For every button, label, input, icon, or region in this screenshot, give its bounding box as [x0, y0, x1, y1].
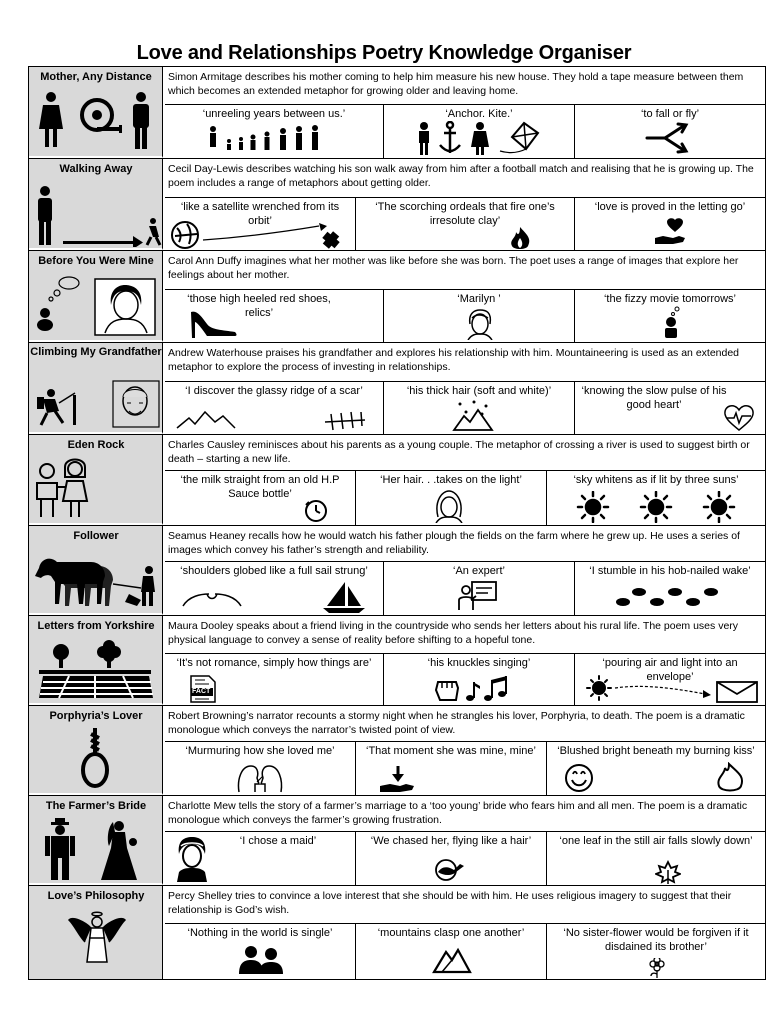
quote-text: ‘knowing the slow pulse of his good heart’ [581, 385, 727, 411]
poem-summary: Andrew Waterhouse praises his grandfather and explores his relationship with him. Mountaineering is used as an extended metaphor to explore the process of investing in relationships. [165, 343, 765, 382]
quote-text: ‘An expert’ [453, 565, 505, 577]
poem-summary: Robert Browning’s narrator recounts a stormy night when he strangles his lover, Porphyria, to death. The poem is a dramatic monologue which conveys the narrator’s twisted point of view. [165, 706, 765, 742]
quote-text: ‘the milk straight from an old H.P Sauce bottle’ [180, 474, 340, 500]
heartbeat-icon [723, 404, 755, 432]
poem-row-loves-philosophy [29, 886, 765, 979]
quote-text: ‘like a satellite wrenched from its orbit’ [180, 201, 340, 227]
poem-title: Walking Away [59, 163, 133, 175]
quote-text: ‘pouring air and light into an envelope’ [602, 657, 738, 683]
quote-cell [356, 832, 547, 885]
mother-son-tape-measure-icon [29, 89, 163, 154]
quote-text: ‘Blushed bright beneath my burning kiss’ [557, 745, 755, 757]
poem-title: Porphyria’s Lover [49, 710, 143, 722]
mountains-icon [432, 944, 472, 974]
fist-music-icon [434, 672, 514, 704]
footprints-icon [613, 584, 733, 610]
quote-text: ‘unreeling years between us.’ [202, 108, 346, 120]
quote-cell [384, 290, 575, 342]
poem-row-letters-from-yorkshire [29, 616, 765, 705]
ridge-scar-icon [175, 408, 375, 434]
quote-text: ‘I chose a maid’ [239, 835, 317, 847]
quote-cell [575, 290, 765, 342]
poem-title: Climbing My Grandfather [30, 346, 162, 358]
poem-row-porphyrias-lover [29, 706, 765, 795]
quote-cell [547, 471, 765, 525]
poem-summary: Carol Ann Duffy imagines what her mother was like before she was born. The poet uses a range of images that explore her feelings about her mother. [165, 251, 765, 290]
quote-text: ‘one leaf in the still air falls slowly down’ [559, 835, 753, 847]
hand-receive-icon [378, 764, 418, 794]
trees-field-icon [29, 638, 163, 701]
quote-text: ‘his knuckles singing’ [427, 657, 531, 669]
quote-cell [165, 290, 384, 342]
quote-text: ‘I discover the glassy ridge of a scar’ [185, 385, 363, 397]
whisper-icon [235, 760, 285, 794]
branching-arrow-icon [645, 121, 695, 155]
quote-cell [575, 382, 765, 434]
quote-cell [165, 924, 356, 979]
quote-text: ‘Murmuring how she loved me’ [185, 745, 335, 757]
page-title: Love and Relationships Poetry Knowledge Organiser [136, 42, 632, 64]
quote-text: ‘the fizzy movie tomorrows’ [603, 293, 737, 305]
quote-cell [165, 832, 356, 885]
quote-cell [384, 654, 575, 705]
quote-cell [384, 562, 575, 615]
father-son-walking-icon [29, 181, 163, 246]
angel-icon [29, 908, 163, 977]
quote-cell [575, 198, 765, 250]
quote-cell [165, 742, 356, 795]
quote-cell [165, 382, 384, 434]
teacher-board-icon [458, 578, 498, 612]
poem-summary: Maura Dooley speaks about a friend living in the countryside who sends her letters about his rural life. The poem uses very physical language to convey a sense of reality before shifting to a hopeful tone. [165, 616, 765, 654]
quote-cell [547, 924, 765, 979]
woman-face-icon [432, 489, 466, 523]
quote-text: ‘love is proved in the letting go’ [594, 201, 746, 213]
quote-text: ‘his thick hair (soft and white)’ [406, 385, 552, 397]
poem-row-the-farmers-bride [29, 796, 765, 885]
bottle-clock-icon [303, 499, 329, 523]
poem-summary: Seamus Heaney recalls how he would watch his father plough the fields on the farm where he grew up. He uses a series of images which convey his father’s strength and reliability. [165, 526, 765, 562]
fire-icon [506, 226, 534, 250]
maid-icon [175, 836, 209, 882]
quote-cell [547, 832, 765, 885]
hand-heart-icon [653, 218, 689, 248]
quote-text: ‘I stumble in his hob-nailed wake’ [589, 565, 751, 577]
quote-text: ‘The scorching ordeals that fire one’s irresolute clay’ [375, 201, 555, 227]
growing-people-icon [205, 123, 345, 153]
quote-cell [384, 382, 575, 434]
high-heel-icon [189, 308, 239, 340]
quote-text: ‘shoulders globed like a full sail strung’ [180, 565, 368, 577]
poem-summary: Charles Causley reminisces about his parents as a young couple. The metaphor of crossing a river is used to suggest birth or death – starting a new life. [165, 435, 765, 471]
horse-plough-icon [29, 548, 163, 611]
poem-summary: Charlotte Mew tells the story of a farmer’s marriage to a ‘too young’ bride who fears him and all men. The poem is a dramatic monologue which conveys the farmer’s growing frustration. [165, 796, 765, 832]
quote-cell [356, 742, 547, 795]
hare-icon [432, 858, 468, 884]
sun-envelope-icon [583, 674, 763, 704]
quote-text: ‘Her hair. . .takes on the light’ [380, 474, 522, 486]
poem-summary: Simon Armitage describes his mother coming to help him measure his new house. They hold a tape measure between them which becomes an extended metaphor for growing older and leaving home. [165, 67, 765, 105]
poem-row-walking-away [29, 159, 765, 250]
shoulders-sailboat-icon [179, 580, 369, 614]
quote-text: ‘sky whitens as if lit by three suns’ [573, 474, 739, 486]
noose-icon [29, 728, 163, 791]
leaf-icon [655, 860, 681, 884]
quote-text: ‘mountains clasp one another’ [377, 927, 525, 939]
knowledge-organiser-table [28, 66, 766, 980]
anchor-kite-icon [414, 121, 554, 157]
farmer-bride-icon [29, 818, 163, 881]
earth-satellite-icon [169, 220, 353, 250]
poem-title: Love’s Philosophy [47, 890, 145, 902]
quote-text: ‘Anchor. Kite.’ [445, 108, 513, 120]
smile-fire-icon [563, 762, 753, 794]
quote-text: ‘It’s not romance, simply how things are’ [176, 657, 372, 669]
quote-cell [165, 105, 384, 158]
quote-cell [165, 471, 356, 525]
three-suns-icon [571, 491, 741, 523]
two-people-icon [237, 944, 285, 974]
poem-title: The Farmer’s Bride [45, 800, 147, 812]
marilyn-icon [464, 308, 496, 340]
quote-cell [356, 924, 547, 979]
flower-icon [645, 958, 669, 978]
poem-row-eden-rock [29, 435, 765, 525]
quote-cell [575, 654, 765, 705]
quote-text: ‘No sister-flower would be forgiven if it disdained its brother’ [563, 927, 749, 953]
poem-row-climbing-my-grandfather [29, 343, 765, 434]
poem-summary: Percy Shelley tries to convince a love interest that she should be with him. He uses religious imagery to suggest that their relationship is God’s wish. [165, 886, 765, 924]
poem-summary: Cecil Day-Lewis describes watching his son walk away from him after a football match and realising that he is growing up. The poem includes a range of metaphors about getting older. [165, 159, 765, 198]
quote-text: ‘Nothing in the world is single’ [187, 927, 333, 939]
poem-title: Follower [73, 530, 119, 542]
couple-icon [29, 457, 163, 521]
quote-cell [165, 562, 384, 615]
quote-cell [547, 742, 765, 795]
quote-cell [575, 562, 765, 615]
quote-text: ‘We chased her, flying like a hair’ [370, 835, 532, 847]
poem-row-follower [29, 526, 765, 615]
child-thinking-icon [661, 306, 685, 340]
poem-row-mother-any-distance [29, 67, 765, 158]
poem-title: Before You Were Mine [38, 255, 154, 267]
poem-title: Eden Rock [67, 439, 125, 451]
quote-cell [356, 198, 575, 250]
quote-text: ‘That moment she was mine, mine’ [366, 745, 536, 757]
poem-row-before-you-were-mine [29, 251, 765, 342]
quote-cell [575, 105, 765, 158]
quote-cell [165, 654, 384, 705]
fact-document-icon: FACT [189, 674, 217, 704]
baby-thought-portrait-icon [29, 273, 163, 338]
quote-text: ‘those high heeled red shoes, relics’ [187, 293, 331, 319]
poem-title: Letters from Yorkshire [37, 620, 155, 632]
quote-cell [384, 105, 575, 158]
quote-text: ‘Marilyn ’ [457, 293, 501, 305]
quote-cell [165, 198, 356, 250]
quote-cell [356, 471, 547, 525]
climber-grandfather-icon [29, 377, 163, 430]
snowy-mountain-icon [452, 400, 496, 432]
poem-title: Mother, Any Distance [40, 71, 152, 83]
quote-text: ‘to fall or fly’ [640, 108, 700, 120]
